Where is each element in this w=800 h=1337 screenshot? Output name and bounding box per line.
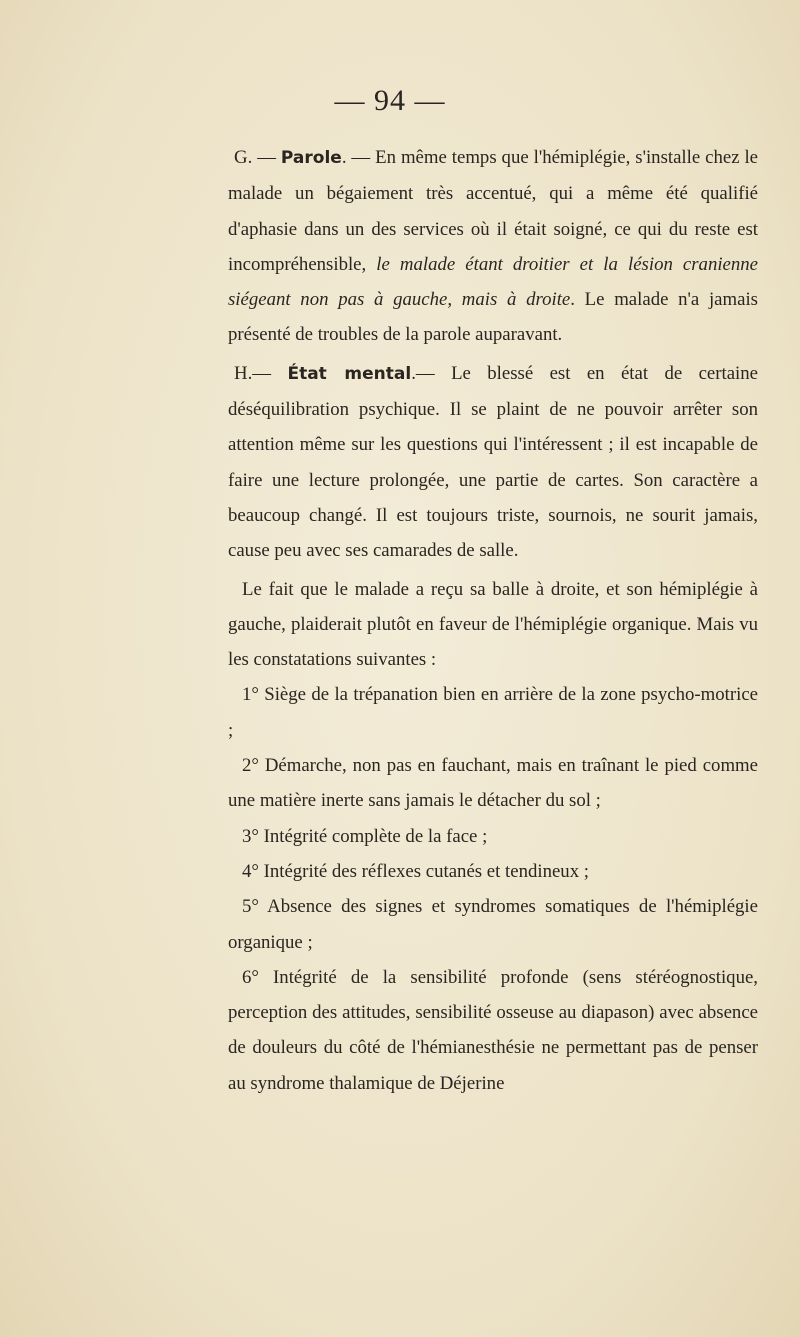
list-item-3: 3° Intégrité complète de la face ; xyxy=(242,825,488,847)
section-g-text-end: . Le malade n'a jamais présenté de troubles de la parole auparavant. xyxy=(228,289,758,346)
list-item-4: 4° Intégrité des réflexes cutanés et tendineux ; xyxy=(242,860,590,882)
list-item-5: 5° Absence des signes et syndromes somatiques de l'hémiplégie organique ; xyxy=(228,896,758,953)
list-item-2: 2° Démarche, non pas en fauchant, mais en traînant le pied comme une matière inerte sans jamais le détacher du sol ; xyxy=(228,755,758,812)
section-h-letter: H. xyxy=(234,362,253,384)
section-h-heading: État mental xyxy=(287,363,412,384)
section-g-paragraph: G. — Parole. — En même temps que l'hémiplégie, s'installe chez le malade un bégaiement très accentué, qui a même été qualifié d'aphasie dans un des services où il était soigné, ce qui du reste est incompréhensible, le malade étant droitier et la lésion cranienne siégeant non pas à gauche, mais à droite. Le malade n'a jamais présenté de troubles de la parole auparavant. xyxy=(228,147,759,346)
section-g-text: En même temps que l'hémiplégie, s'installe chez le malade un bégaiement très accentué, qui a même été qualifié d'aphasie dans un des services où il était soigné, ce qui du reste est incompréhensible, xyxy=(228,147,759,275)
section-g-letter: G. xyxy=(234,147,253,168)
list-item-1: 1° Siège de la trépanation bien en arrière de la zone psycho-motrice ; xyxy=(228,684,758,741)
section-g-italic: le malade étant droitier et la lésion cranienne siégeant non pas à gauche, mais à droite xyxy=(228,253,759,311)
section-h-text: Le blessé est en état de certaine déséquilibration psychique. Il se plaint de ne pouvoir arrêter son attention même sur les questions qui l'intéressent ; il est incapable de faire une lecture prolongée, une partie de cartes. Son caractère a beaucoup changé. Il est toujours triste, sournois, ne sourit jamais, cause peu avec ses camarades de salle. xyxy=(228,362,758,562)
section-g-heading: Parole xyxy=(280,148,342,168)
page-number: — 94 — xyxy=(334,84,446,117)
intro-paragraph: Le fait que le malade a reçu sa balle à droite, et son hémiplégie à gauche, plaiderait plutôt en faveur de l'hémiplégie organique. Mais vu les constatations suivantes : xyxy=(228,578,758,671)
section-h-paragraph: H.— État mental.— Le blessé est en état de certaine déséquilibration psychique. Il se plaint de ne pouvoir arrêter son attention même sur les questions qui l'intéressent ; il est incapable de faire une lecture prolongée, une partie de cartes. Son caractère a beaucoup changé. Il est toujours triste, sournois, ne sourit jamais, cause peu avec ses camarades de salle. xyxy=(228,362,758,562)
body-text xyxy=(228,140,758,1101)
list-item-6: 6° Intégrité de la sensibilité profonde (sens stéréognostique, perception des attitudes, sensibilité osseuse au diapason) avec absence de douleurs du côté de l'hémianesthésie ne permettant pas de penser au syndrome thalamique de Déjerine xyxy=(228,966,758,1094)
